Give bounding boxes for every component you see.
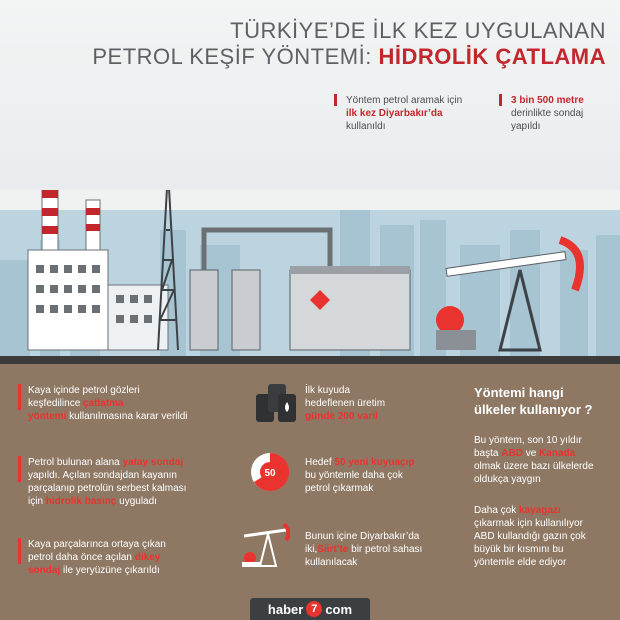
heading-line: ülkeler kullanıyor ?: [474, 402, 593, 417]
stat-highlight: Siirt’te: [317, 544, 349, 555]
stat-highlight: günde 200 varil: [305, 411, 378, 422]
logo-number: 7: [306, 601, 322, 617]
paragraph-text: başta: [474, 448, 502, 459]
step-text: yapıldı. Açılan sondajdan kayanın: [28, 470, 177, 481]
step-highlight: yatay sondaj: [122, 457, 184, 468]
paragraph-highlight: ABD: [501, 448, 523, 459]
step-highlight: hidrolik basınç: [45, 496, 117, 507]
step-marker: [18, 538, 21, 564]
countries-paragraph-1: [474, 434, 614, 486]
fact-first-use: [346, 94, 486, 133]
stat-first-well: [305, 384, 455, 423]
stat-highlight: 50 yeni kuyuaçıp: [334, 457, 415, 468]
paragraph-text: Bu yöntem, son 10 yıldır: [474, 435, 582, 446]
step-text: kullanılmasına karar verildi: [66, 411, 188, 422]
step-text: petrol daha önce açılan: [28, 552, 135, 563]
stat-text: iki,: [305, 544, 318, 555]
fact-marker: [499, 94, 502, 106]
stat-text: kullanılacak: [305, 557, 358, 568]
logo-text: com: [325, 601, 353, 617]
stat-text: Bunun içine Diyarbakır’da: [305, 531, 420, 542]
pump-jack-icon: [240, 522, 290, 568]
stat-text: bu yöntemle daha çok: [305, 470, 403, 481]
step-text: ile yeryüzüne çıkarıldı: [60, 565, 160, 576]
heading-line: Yöntemi hangi: [474, 385, 564, 400]
step-text: parçalanıp petrolün serbest kalması: [28, 483, 187, 494]
step-text: Kaya parçalarınca ortaya çıkan: [28, 539, 166, 550]
paragraph-text: oldukça yaygın: [474, 474, 541, 485]
fact-text: kullanıldı: [346, 121, 386, 132]
logo-text: haber: [267, 601, 304, 617]
ground-strip: [0, 356, 620, 364]
countries-paragraph-2: [474, 504, 614, 569]
fact-highlight: ilk kez Diyarbakır’da: [346, 108, 443, 119]
stat-text: Hedef: [305, 457, 335, 468]
oil-barrels-icon: [254, 380, 298, 424]
title-prefix: PETROL KEŞİF YÖNTEMİ:: [92, 44, 379, 69]
step-marker: [18, 384, 21, 410]
fact-depth: [511, 94, 611, 133]
step-highlight: çatlatma: [83, 398, 124, 409]
step-highlight: dikey: [134, 552, 161, 563]
paragraph-highlight: Kanada: [539, 448, 576, 459]
refinery-illustration: [0, 190, 620, 360]
haber7-logo[interactable]: [250, 598, 370, 620]
paragraph-text: olmak üzere bazı ülkelerde: [474, 461, 594, 472]
step-highlight: yöntemi: [28, 411, 67, 422]
step-highlight: sondaj: [28, 565, 61, 576]
step-text: keşfedilince: [28, 398, 84, 409]
stat-target: [305, 456, 465, 495]
step-3: [28, 538, 228, 577]
fact-text: yapıldı: [511, 121, 541, 132]
fact-text: Yöntem petrol aramak için: [346, 95, 463, 106]
fact-marker: [334, 94, 337, 106]
target-pie-icon: [250, 452, 290, 492]
step-text: uyguladı: [116, 496, 157, 507]
fact-text: derinlikte sondaj: [511, 108, 584, 119]
stat-text: petrol çıkarmak: [305, 483, 374, 494]
fact-highlight: 3 bin 500 metre: [511, 95, 584, 106]
paragraph-text: büyük bir kısmını bu: [474, 544, 564, 555]
stat-text: İlk kuyuda: [305, 385, 351, 396]
paragraph-text: Daha çok: [474, 505, 520, 516]
step-marker: [18, 456, 21, 482]
stat-text: hedeflenen üretim: [305, 398, 386, 409]
paragraph-text: yöntemle elde ediyor: [474, 557, 567, 568]
paragraph-text: ve: [522, 448, 540, 459]
step-text: Kaya içinde petrol gözleri: [28, 385, 140, 396]
step-2: [28, 456, 238, 508]
paragraph-text: ABD kullandığı gazın çok: [474, 531, 586, 542]
paragraph-text: çıkarmak için kullanılıyor: [474, 518, 583, 529]
title-highlight: HİDROLİK ÇATLAMA: [378, 44, 606, 69]
countries-heading: [474, 384, 593, 418]
stat-fields: [305, 530, 465, 569]
stat-text: bir petrol sahası: [348, 544, 423, 555]
step-text: için: [28, 496, 46, 507]
step-1: [28, 384, 228, 423]
step-text: Petrol bulunan alana: [28, 457, 123, 468]
paragraph-highlight: kayagazı: [519, 505, 561, 516]
pie-label: 50: [264, 468, 276, 479]
page-title-line1: TÜRKİYE’DE İLK KEZ UYGULANAN: [230, 18, 606, 43]
page-title-line2: [92, 44, 606, 70]
